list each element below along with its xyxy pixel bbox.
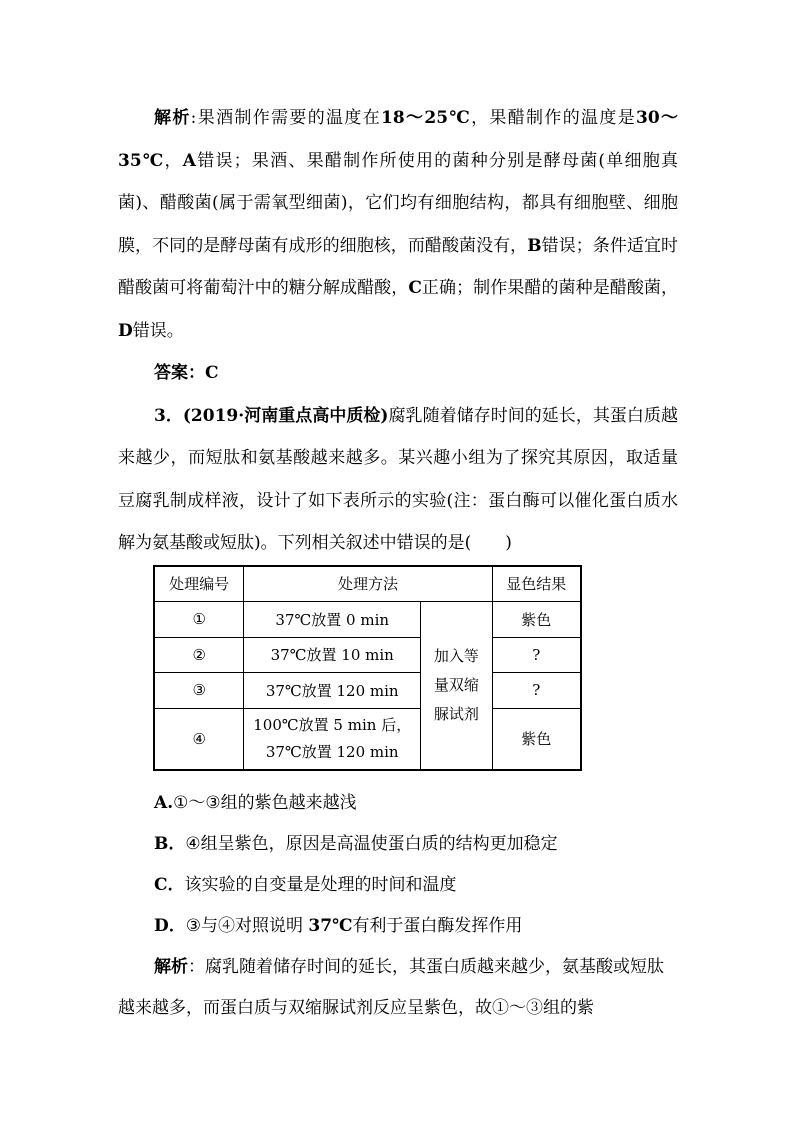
- table-cell-method: 100℃放置 5 min 后， 37℃放置 120 min: [244, 708, 421, 770]
- analysis-paragraph: 解析:果酒制作需要的温度在18～25℃，果醋制作的温度是30～35℃，A错误；果酒、果醋制作所使用的菌种分别是酵母菌(单细胞真菌)、醋酸菌(属于需氧型细菌)，它们均有细胞结构，都具有细胞壁、细胞膜，不同的是酵母菌有成形的细胞核，而醋酸菌没有，B错误；条件适宜时醋酸菌可将葡萄汁中的糖分解成醋酸，C正确；制作果醋的菌种是醋酸菌，D错误。: [118, 108, 679, 341]
- option-d: D．③与④对照说明 37℃有利于蛋白酶发挥作用: [154, 916, 523, 936]
- table-cell-reagent: 加入等 量双缩 脲试剂: [421, 601, 492, 770]
- table-cell-method: 37℃放置 120 min: [244, 672, 421, 708]
- table-cell-method: 37℃放置 10 min: [244, 637, 421, 672]
- options-block: [118, 783, 678, 1029]
- experiment-table: [153, 565, 582, 771]
- table-cell-result: 紫色: [492, 601, 581, 637]
- question-text: 腐乳随着储存时间的延长，其蛋白质越来越少，而短肽和氨基酸越来越多。某兴趣小组为了探究其原因，取适量豆腐乳制成样液，设计了如下表所示的实验(注：蛋白酶可以催化蛋白质水解为氨基酸或短肽)。下列相关叙述中错误的是( ): [118, 405, 678, 553]
- table-cell-result: 紫色: [492, 708, 581, 770]
- analysis-label: 解析: [154, 957, 188, 977]
- analysis-label: 解析: [154, 108, 191, 128]
- table-row: [154, 601, 581, 637]
- analysis-2: 解析：腐乳随着储存时间的延长，其蛋白质越来越少，氨基酸或短肽越来越多，而蛋白质与双缩脲试剂反应呈紫色，故①～③组的紫: [118, 957, 664, 1018]
- answer-label: 答案：: [154, 363, 205, 383]
- question-source: (2019·河南重点高中质检): [182, 405, 389, 426]
- table-header: 处理方法: [244, 566, 492, 601]
- option-a: A.①～③组的紫色越来越浅: [154, 793, 357, 813]
- question-number: 3．: [154, 405, 183, 426]
- table-cell-id: ①: [154, 601, 244, 637]
- analysis-block: [118, 97, 678, 565]
- table-row: [154, 672, 581, 708]
- table-cell-method: 37℃放置 0 min: [244, 601, 421, 637]
- answer-value: C: [205, 363, 219, 383]
- table-cell-id: ②: [154, 637, 244, 672]
- table-cell-id: ④: [154, 708, 244, 770]
- option-c: C．该实验的自变量是处理的时间和温度: [154, 875, 457, 895]
- table-header: 处理编号: [154, 566, 244, 601]
- question-3: [118, 395, 678, 565]
- table-cell-id: ③: [154, 672, 244, 708]
- answer-line: [118, 352, 678, 395]
- table-header: 显色结果: [492, 566, 581, 601]
- table-cell-result: ?: [492, 637, 581, 672]
- option-b: B．④组呈紫色，原因是高温使蛋白质的结构更加稳定: [154, 834, 558, 854]
- table-header-row: [154, 566, 581, 601]
- table-row: [154, 708, 581, 770]
- table-row: [154, 637, 581, 672]
- table-cell-result: ?: [492, 672, 581, 708]
